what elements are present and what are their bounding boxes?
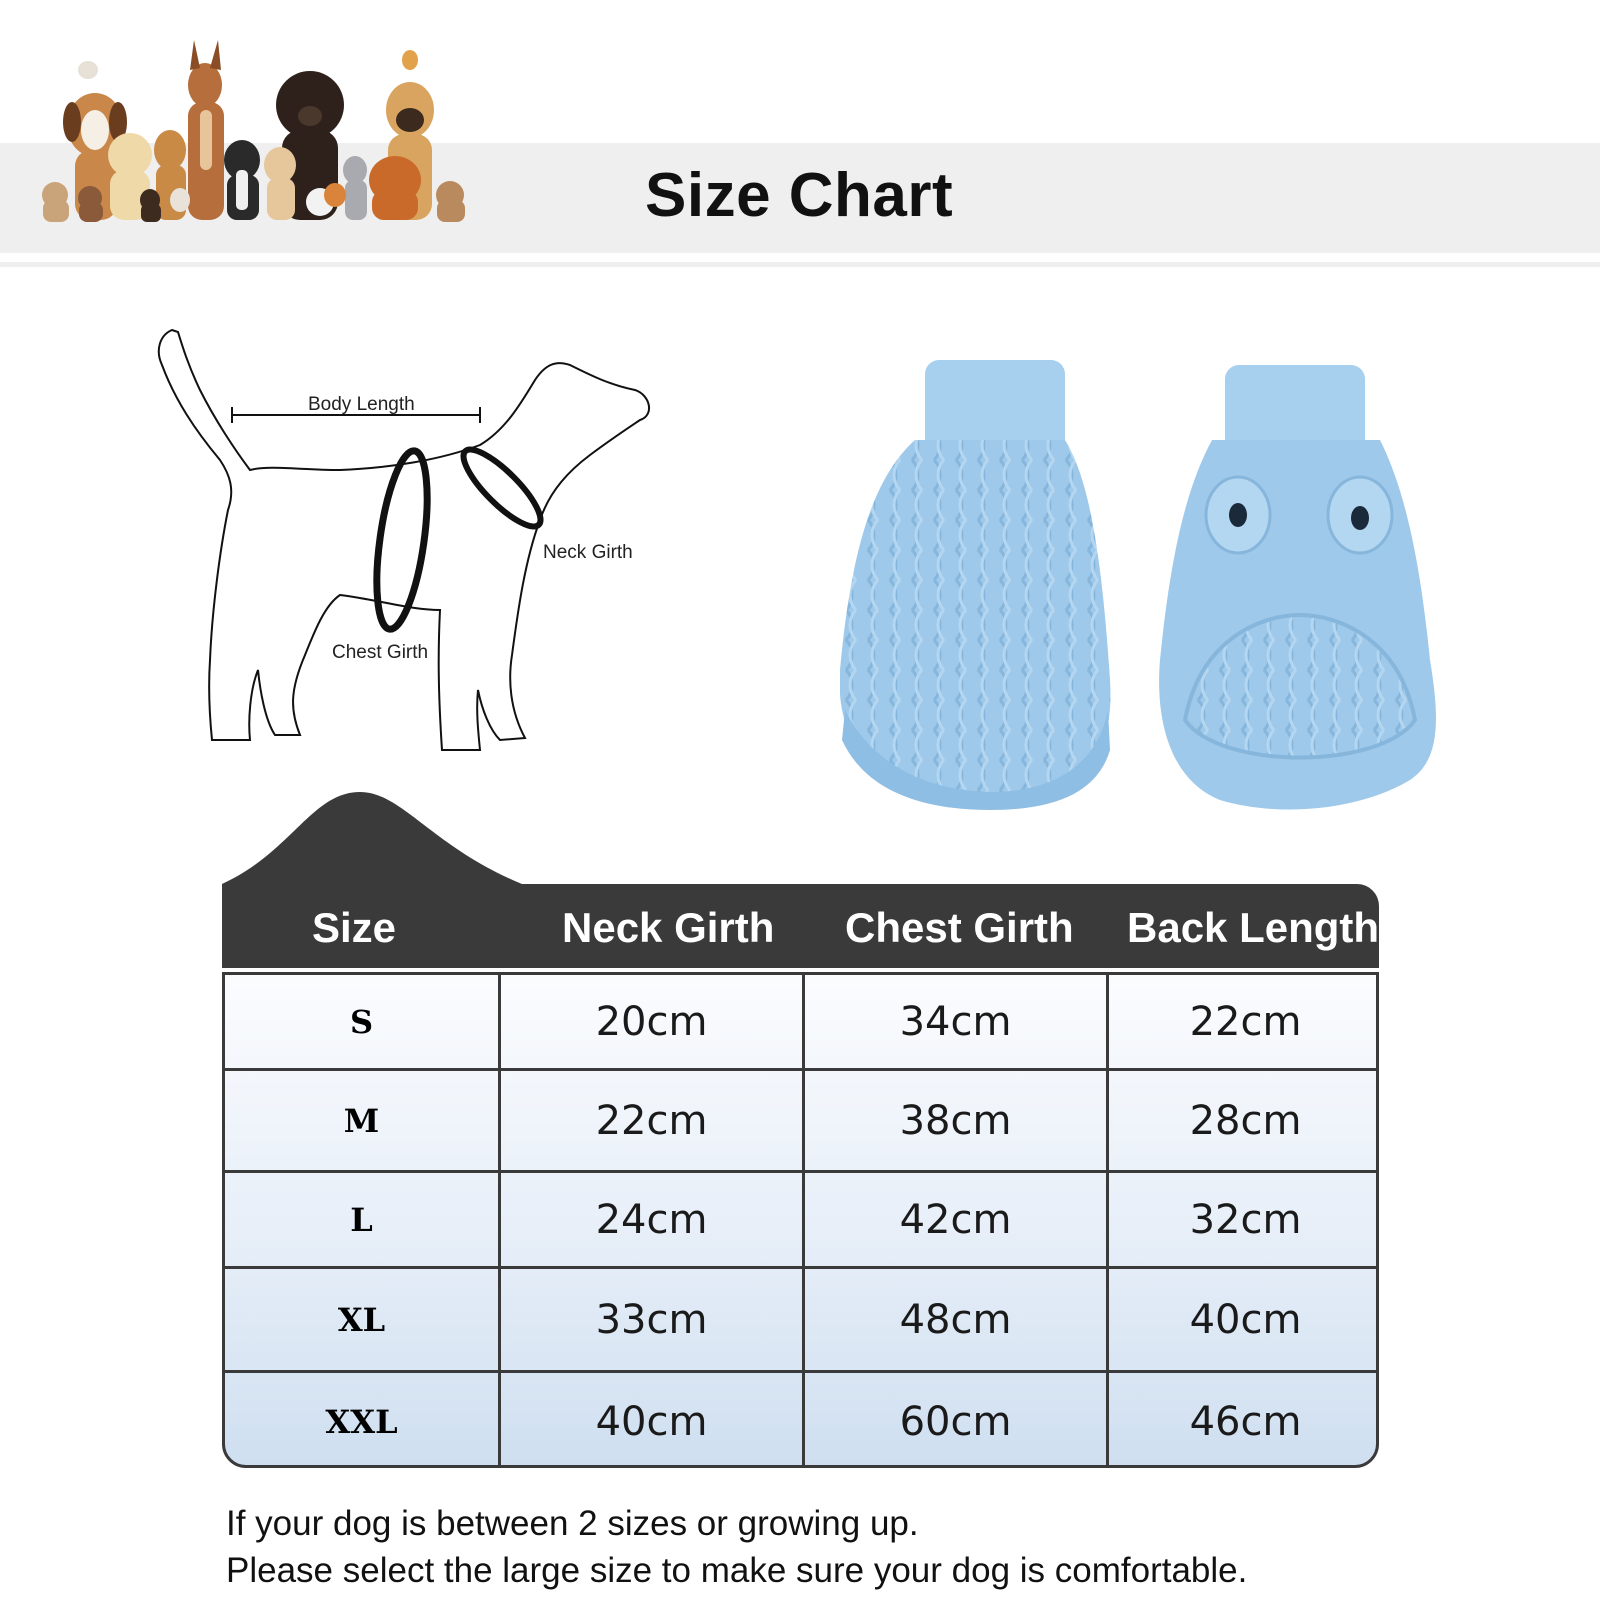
column-header-chest-girth: Chest Girth [845,904,1074,951]
neck-girth-cell: 24cm [498,1173,802,1266]
neck-girth-cell: 40cm [498,1373,802,1468]
back-length-cell: 40cm [1106,1269,1379,1370]
chest-girth-cell: 38cm [802,1071,1106,1170]
sweater-product-image [840,340,1460,830]
neck-girth-cell: 20cm [498,975,802,1068]
chest-girth-cell: 60cm [802,1373,1106,1468]
neck-girth-cell: 33cm [498,1269,802,1370]
table-row [225,1373,1376,1468]
chest-girth-cell: 34cm [802,975,1106,1068]
size-cell: M [343,1101,380,1140]
table-row [225,1071,1376,1173]
sizing-note-line-1: If your dog is between 2 sizes or growing up. [226,1504,919,1543]
chest-girth-cell: 42cm [802,1173,1106,1266]
column-header-back-length: Back Length [1127,904,1380,951]
back-length-cell: 32cm [1106,1173,1379,1266]
size-cell: XL [337,1300,386,1339]
page-title: Size Chart [645,161,954,230]
body-length-label: Body Length [308,394,415,415]
dog-group-illustration [30,30,480,230]
sizing-note-line-2: Please select the large size to make sure your dog is comfortable. [226,1551,1248,1590]
table-tab-shape [222,792,522,892]
back-length-cell: 22cm [1106,975,1379,1068]
banner-divider [0,262,1600,267]
size-cell: L [350,1200,373,1239]
neck-girth-label: Neck Girth [543,542,633,563]
neck-girth-cell: 22cm [498,1071,802,1170]
column-header-neck-girth: Neck Girth [562,904,775,951]
size-cell: S [349,1002,374,1041]
table-row [225,1173,1376,1269]
chest-girth-label: Chest Girth [332,642,429,663]
back-length-cell: 28cm [1106,1071,1379,1170]
column-header-size: Size [312,904,397,951]
measurement-diagram [140,310,680,790]
table-row [225,975,1376,1071]
size-cell: XXL [325,1403,398,1441]
size-table [222,972,1379,1468]
chest-girth-cell: 48cm [802,1269,1106,1370]
back-length-cell: 46cm [1106,1373,1379,1468]
table-row [225,1269,1376,1373]
